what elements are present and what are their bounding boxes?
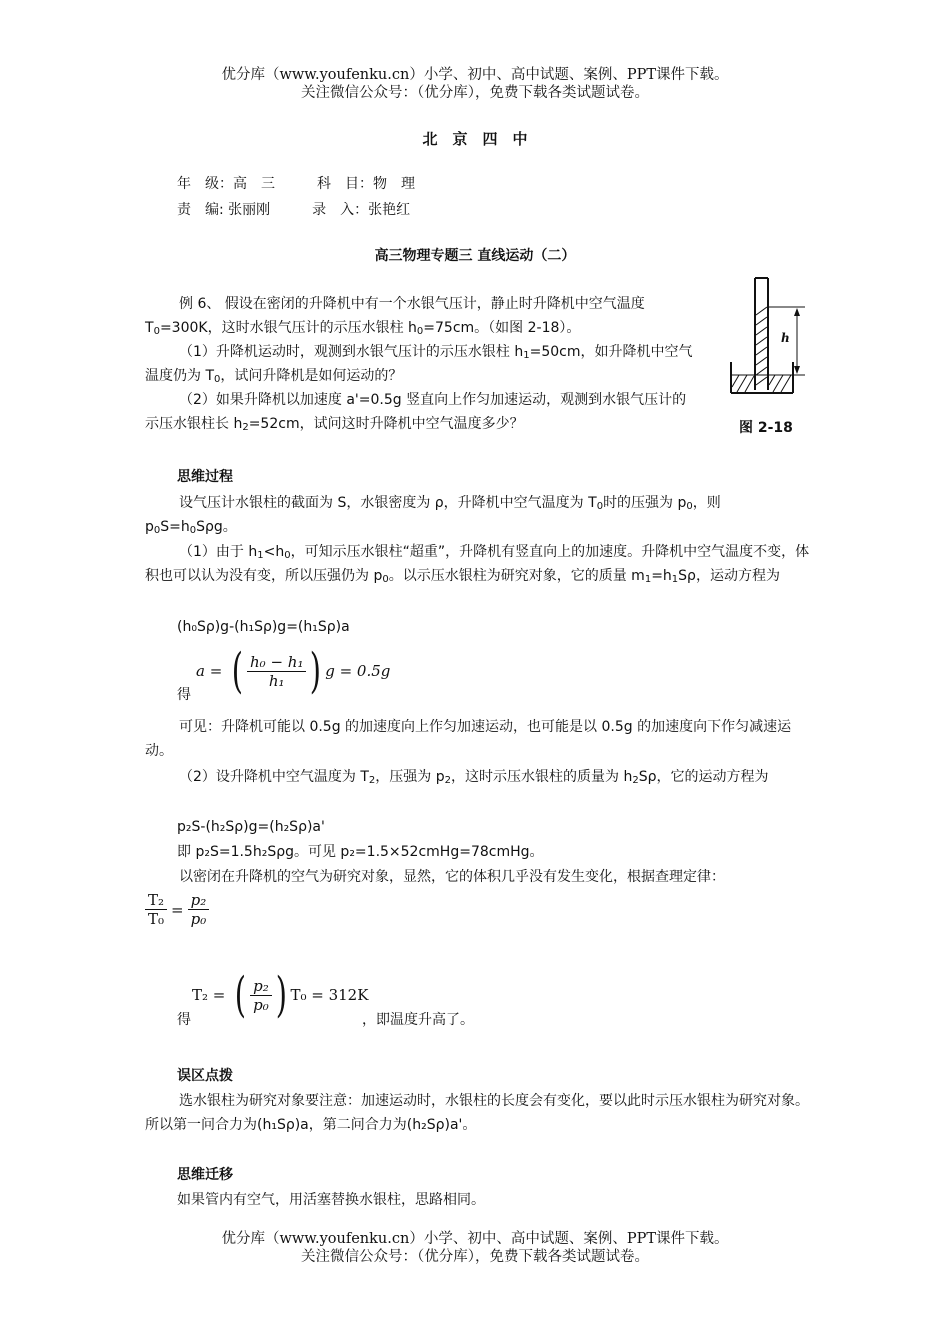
de-label-2: 得: [177, 1012, 191, 1028]
header-line-2: 关注微信公众号：（优分库），免费下载各类试题试卷。: [301, 85, 649, 101]
thinking-part-1: （1）由于 $h_1<h_0$，可知示压水银柱“超重”，升降机有竖直向上的加速度。升降机中空气温度不变，体积也可以认为没有变，所以压强仍为 $p_0$。以示压水银柱为研究对象，它的质量 $m_1=h_1S\rho$，运动方程为: [145, 544, 810, 585]
figure-caption: 图 2-18: [739, 420, 793, 436]
equation-3: p₂S-(h₂Sρ)g=(h₂Sρ)a': [177, 819, 325, 835]
thinking-part-2: （2）设升降机中空气温度为 $T_2$，压强为 $p_2$，这时示压水银柱的质量为 $h_2S\rho$，它的运动方程为: [179, 769, 769, 786]
barometer-diagram: [725, 275, 815, 440]
temperature-conclusion: ，即温度升高了。: [362, 1012, 474, 1028]
mistake-text: 选水银柱为研究对象要注意：加速运动时，水银柱的长度会有变化，要以此时示压水银柱为研究对象。所以第一问合力为(h₁Sρ)a，第二问合力为(h₂Sρ)a'。: [145, 1093, 809, 1133]
grade-subject-line: 年 级：高 三 科 目：物 理: [177, 176, 415, 192]
charles-law-intro: 以密闭在升降机的空气为研究对象，显然，它的体积几乎没有发生变化，根据查理定律：: [179, 869, 725, 885]
document-title: 高三物理专题三 直线运动（二）: [374, 248, 576, 264]
height-label: h: [781, 331, 790, 345]
transfer-text: 如果管内有空气，用活塞替换水银柱，思路相同。: [177, 1192, 485, 1208]
school-name: 北 京 四 中: [422, 130, 528, 148]
example-paragraph: 例 6、 假设在密闭的升降机中有一个水银气压计，静止时升降机中空气温度 $T_0=300K$，这时水银气压计的示压水银柱 $h_0=75cm$。（如图 2-18）。: [145, 296, 645, 337]
editor-line: 责 编: 张丽刚 录 入：张艳红: [177, 202, 411, 218]
equation-2: a = ( $\frac{\text{h₀ − h₁}}{\text{h₁}}$ ) g = 0.5g: [196, 643, 391, 699]
thinking-conclusion-1: 可见：升降机可能以 0.5g 的加速度向上作匀加速运动，也可能是以 0.5g 的加速度向下作匀减速运动。: [145, 719, 792, 759]
question-2: （2）如果升降机以加速度 a'=0.5g 竖直向上作匀加速运动，观测到水银气压计的示压水银柱长 $h_2=52cm$，试问这时升降机中空气温度多少？: [145, 392, 687, 433]
footer-line-1: 优分库（www.youfenku.cn）小学、初中、高中试题、案例、PPT课件下载。: [221, 1231, 729, 1247]
de-label-1: 得: [177, 687, 191, 703]
header-line-1: 优分库（www.youfenku.cn）小学、初中、高中试题、案例、PPT课件下载。: [221, 67, 729, 83]
equation-5: T₂ = ( $\frac{\text{p₂}}{\text{p₀}}$ ) T₀ = 312K: [192, 967, 369, 1023]
transfer-heading: 思维迁移: [177, 1167, 233, 1183]
figure-2-18: [725, 275, 815, 440]
thinking-setup: 设气压计水银柱的截面为 S，水银密度为 ρ，升降机中空气温度为 $T_0$时的压强为 $p_0$，则 $p_0S=h_0S\rho g$。: [145, 495, 721, 536]
equation-4: 即 p₂S=1.5h₂Sρg。可见 p₂=1.5×52cmHg=78cmHg。: [177, 844, 544, 860]
thinking-heading: 思维过程: [177, 469, 233, 485]
question-1: （1）升降机运动时，观测到水银气压计的示压水银柱 $h_1=50cm$，如升降机中空气温度仍为 $T_0$，试问升降机是如何运动的？: [145, 344, 693, 385]
equation-charles: $\frac{\text{T₂}}{\text{T₀}}$ = $\frac{\text{p₂}}{\text{p₀}}$: [145, 891, 209, 928]
mistake-heading: 误区点拨: [177, 1068, 233, 1084]
equation-1: (h₀Sρ)g-(h₁Sρ)g=(h₁Sρ)a: [177, 619, 350, 635]
footer-line-2: 关注微信公众号：（优分库），免费下载各类试题试卷。: [301, 1249, 649, 1265]
